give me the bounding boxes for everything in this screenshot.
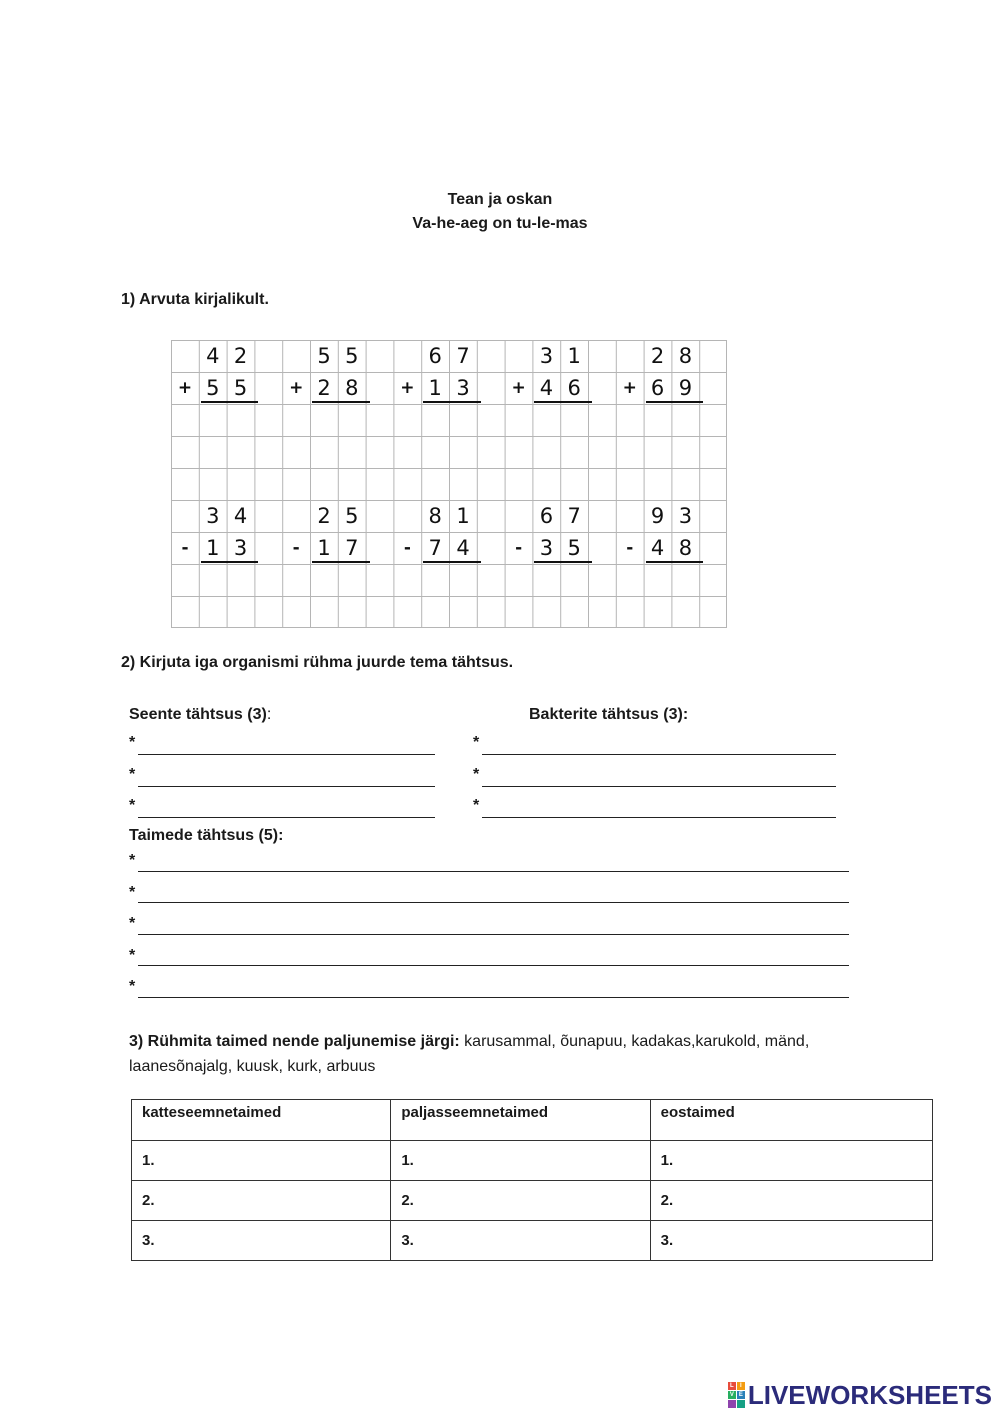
subtraction-answer-cell[interactable] bbox=[533, 565, 559, 595]
bullet-star: * bbox=[129, 947, 136, 964]
digit: 8 bbox=[428, 504, 442, 528]
plant-grouping-table bbox=[131, 1099, 933, 1261]
digit: 5 bbox=[206, 376, 220, 400]
bullet-star: * bbox=[129, 797, 136, 814]
digit: 6 bbox=[650, 376, 665, 400]
digit: 4 bbox=[650, 536, 665, 560]
table-cell[interactable]: 3. bbox=[132, 1221, 391, 1261]
logo-block bbox=[728, 1400, 736, 1408]
addition-answer-cell[interactable] bbox=[228, 405, 254, 435]
subtraction-sign: - bbox=[515, 538, 523, 558]
digit: 1 bbox=[428, 376, 442, 400]
sum-underline bbox=[534, 401, 592, 403]
bullet-star: * bbox=[129, 978, 136, 995]
digit: 7 bbox=[567, 504, 581, 528]
bacteria-answer-line-1[interactable] bbox=[482, 754, 836, 755]
task2-heading: 2) Kirjuta iga organismi rühma juurde tema tähtsus. bbox=[121, 654, 514, 671]
sum-underline bbox=[201, 401, 259, 403]
digit: 5 bbox=[345, 344, 359, 368]
digit: 3 bbox=[206, 504, 220, 528]
addition-sign: + bbox=[400, 378, 415, 398]
task3-word-list-line2: laanesõnajalg, kuusk, kurk, arbuus bbox=[129, 1058, 376, 1075]
bullet-star: * bbox=[129, 884, 136, 901]
subtraction-answer-cell[interactable] bbox=[672, 565, 698, 595]
addition-answer-cell[interactable] bbox=[450, 405, 476, 435]
subtraction-answer-cell[interactable] bbox=[311, 565, 337, 595]
logo-wordmark: LIVEWORKSHEETS bbox=[747, 1379, 992, 1410]
liveworksheets-logo bbox=[728, 1380, 992, 1410]
subtraction-answer-cell[interactable] bbox=[422, 565, 448, 595]
digit: 6 bbox=[428, 344, 442, 368]
addition-answer-cell[interactable] bbox=[200, 405, 226, 435]
plants-answer-line-3[interactable] bbox=[138, 934, 849, 935]
table-cell[interactable]: 2. bbox=[391, 1181, 650, 1221]
table-cell[interactable]: 1. bbox=[132, 1141, 391, 1181]
digit: 9 bbox=[650, 504, 665, 528]
logo-block bbox=[737, 1400, 745, 1408]
worksheet-subtitle: Va-he-aeg on tu-le-mas bbox=[412, 215, 588, 232]
addition-sign: + bbox=[177, 378, 193, 398]
column-header: eostaimed bbox=[650, 1100, 932, 1141]
digit: 1 bbox=[567, 344, 581, 368]
subtraction-answer-cell[interactable] bbox=[617, 565, 643, 595]
bullet-star: * bbox=[129, 852, 136, 869]
digit: 3 bbox=[539, 344, 554, 368]
digit: 8 bbox=[678, 536, 693, 560]
task3-heading-bold: 3) Rühmita taimed nende paljunemise järgi: bbox=[129, 1033, 460, 1050]
bullet-star: * bbox=[473, 797, 480, 814]
digit: 1 bbox=[317, 536, 331, 560]
bullet-star: * bbox=[129, 915, 136, 932]
sum-underline bbox=[312, 401, 370, 403]
subtraction-sign: - bbox=[292, 538, 300, 558]
subtraction-sign: - bbox=[403, 538, 411, 558]
addition-answer-cell[interactable] bbox=[339, 405, 365, 435]
subtraction-sign: - bbox=[181, 538, 189, 558]
fungi-answer-line-2[interactable] bbox=[138, 786, 435, 787]
bullet-star: * bbox=[129, 766, 136, 783]
digit: 1 bbox=[456, 504, 470, 528]
plants-label: Taimede tähtsus (5): bbox=[129, 827, 284, 844]
sum-underline bbox=[312, 561, 370, 563]
digit: 5 bbox=[345, 504, 359, 528]
logo-block: I bbox=[737, 1382, 745, 1390]
digit: 6 bbox=[567, 376, 581, 400]
fungi-label-colon: : bbox=[266, 706, 272, 723]
logo-block: V bbox=[729, 1392, 734, 1398]
addition-answer-cell[interactable] bbox=[561, 405, 587, 435]
table-cell[interactable]: 2. bbox=[132, 1181, 391, 1221]
subtraction-answer-cell[interactable] bbox=[228, 565, 254, 595]
digit: 8 bbox=[678, 344, 693, 368]
digit: 4 bbox=[206, 344, 220, 368]
sum-underline bbox=[646, 561, 704, 563]
digit: 8 bbox=[345, 376, 359, 400]
addition-answer-cell[interactable] bbox=[311, 405, 337, 435]
digit: 7 bbox=[456, 344, 470, 368]
arithmetic-grid bbox=[171, 340, 727, 628]
subtraction-answer-cell[interactable] bbox=[200, 565, 226, 595]
task1-heading: 1) Arvuta kirjalikult. bbox=[121, 291, 269, 308]
digit: 2 bbox=[317, 376, 331, 400]
fungi-answer-line-1[interactable] bbox=[138, 754, 435, 755]
bullet-star: * bbox=[473, 766, 480, 783]
digit: 2 bbox=[233, 344, 248, 368]
plants-answer-line-5[interactable] bbox=[138, 997, 849, 998]
logo-block: E bbox=[738, 1392, 743, 1398]
sum-underline bbox=[646, 401, 704, 403]
task3-word-list-line1: karusammal, õunapuu, kadakas,karukold, mänd, bbox=[459, 1033, 810, 1050]
addition-answer-cell[interactable] bbox=[422, 405, 448, 435]
table-cell[interactable]: 3. bbox=[391, 1221, 650, 1261]
digit: 5 bbox=[567, 536, 581, 560]
table-cell[interactable]: 3. bbox=[650, 1221, 932, 1261]
digit: 6 bbox=[539, 504, 554, 528]
table-cell[interactable]: 1. bbox=[650, 1141, 932, 1181]
task3-heading bbox=[129, 1029, 889, 1079]
subtraction-answer-cell[interactable] bbox=[645, 565, 671, 595]
logo-mark bbox=[728, 1382, 745, 1408]
addition-answer-cell[interactable] bbox=[533, 405, 559, 435]
addition-answer-cell[interactable] bbox=[617, 405, 643, 435]
digit: 7 bbox=[428, 536, 442, 560]
sum-underline bbox=[201, 561, 259, 563]
digit: 7 bbox=[345, 536, 359, 560]
digit: 3 bbox=[233, 536, 248, 560]
column-header: katteseemnetaimed bbox=[132, 1100, 391, 1141]
subtraction-answer-cell[interactable] bbox=[339, 565, 365, 595]
fungi-label-text: Seente tähtsus (3) bbox=[129, 706, 267, 723]
bacteria-label: Bakterite tähtsus (3): bbox=[529, 706, 689, 723]
table-row bbox=[132, 1181, 933, 1221]
sum-underline bbox=[423, 401, 481, 403]
addition-sign: + bbox=[622, 378, 637, 398]
addition-answer-cell[interactable] bbox=[672, 405, 698, 435]
subtraction-answer-cell[interactable] bbox=[561, 565, 587, 595]
column-header: paljasseemnetaimed bbox=[391, 1100, 650, 1141]
digit: 9 bbox=[678, 376, 693, 400]
subtraction-answer-cell[interactable] bbox=[172, 565, 198, 595]
plants-answer-line-1[interactable] bbox=[138, 871, 849, 872]
digit: 4 bbox=[456, 536, 470, 560]
bullet-star: * bbox=[473, 734, 480, 751]
fungi-label bbox=[129, 706, 271, 724]
table-row bbox=[132, 1221, 933, 1261]
subtraction-answer-cell[interactable] bbox=[506, 565, 532, 595]
addition-sign: + bbox=[289, 378, 304, 398]
logo-block: L bbox=[728, 1382, 736, 1390]
grid-lines bbox=[171, 340, 727, 628]
digit: 5 bbox=[317, 344, 331, 368]
subtraction-answer-cell[interactable] bbox=[283, 565, 309, 595]
digit: 2 bbox=[317, 504, 331, 528]
addition-answer-cell[interactable] bbox=[172, 405, 198, 435]
bullet-star: * bbox=[129, 734, 136, 751]
table-cell[interactable]: 2. bbox=[650, 1181, 932, 1221]
digit: 5 bbox=[233, 376, 248, 400]
addition-answer-cell[interactable] bbox=[645, 405, 671, 435]
worksheet-title: Tean ja oskan bbox=[447, 191, 553, 208]
bacteria-answer-line-2[interactable] bbox=[482, 786, 836, 787]
table-header-row bbox=[132, 1100, 933, 1141]
digit: 2 bbox=[650, 344, 665, 368]
sum-underline bbox=[423, 561, 481, 563]
digit: 4 bbox=[539, 376, 554, 400]
subtraction-answer-cell[interactable] bbox=[450, 565, 476, 595]
fungi-answer-line-3[interactable] bbox=[138, 817, 435, 818]
digit: 1 bbox=[206, 536, 220, 560]
sum-underline bbox=[534, 561, 592, 563]
plants-answer-line-4[interactable] bbox=[138, 965, 849, 966]
digit: 3 bbox=[678, 504, 693, 528]
plants-answer-line-2[interactable] bbox=[138, 902, 849, 903]
addition-answer-cell[interactable] bbox=[394, 405, 420, 435]
digit: 4 bbox=[233, 504, 248, 528]
addition-answer-cell[interactable] bbox=[283, 405, 309, 435]
table-row bbox=[132, 1141, 933, 1181]
addition-answer-cell[interactable] bbox=[506, 405, 532, 435]
bacteria-answer-line-3[interactable] bbox=[482, 817, 836, 818]
table-cell[interactable]: 1. bbox=[391, 1141, 650, 1181]
subtraction-sign: - bbox=[626, 538, 634, 558]
digit: 3 bbox=[539, 536, 554, 560]
digit: 3 bbox=[456, 376, 470, 400]
addition-sign: + bbox=[511, 378, 526, 398]
subtraction-answer-cell[interactable] bbox=[394, 565, 420, 595]
